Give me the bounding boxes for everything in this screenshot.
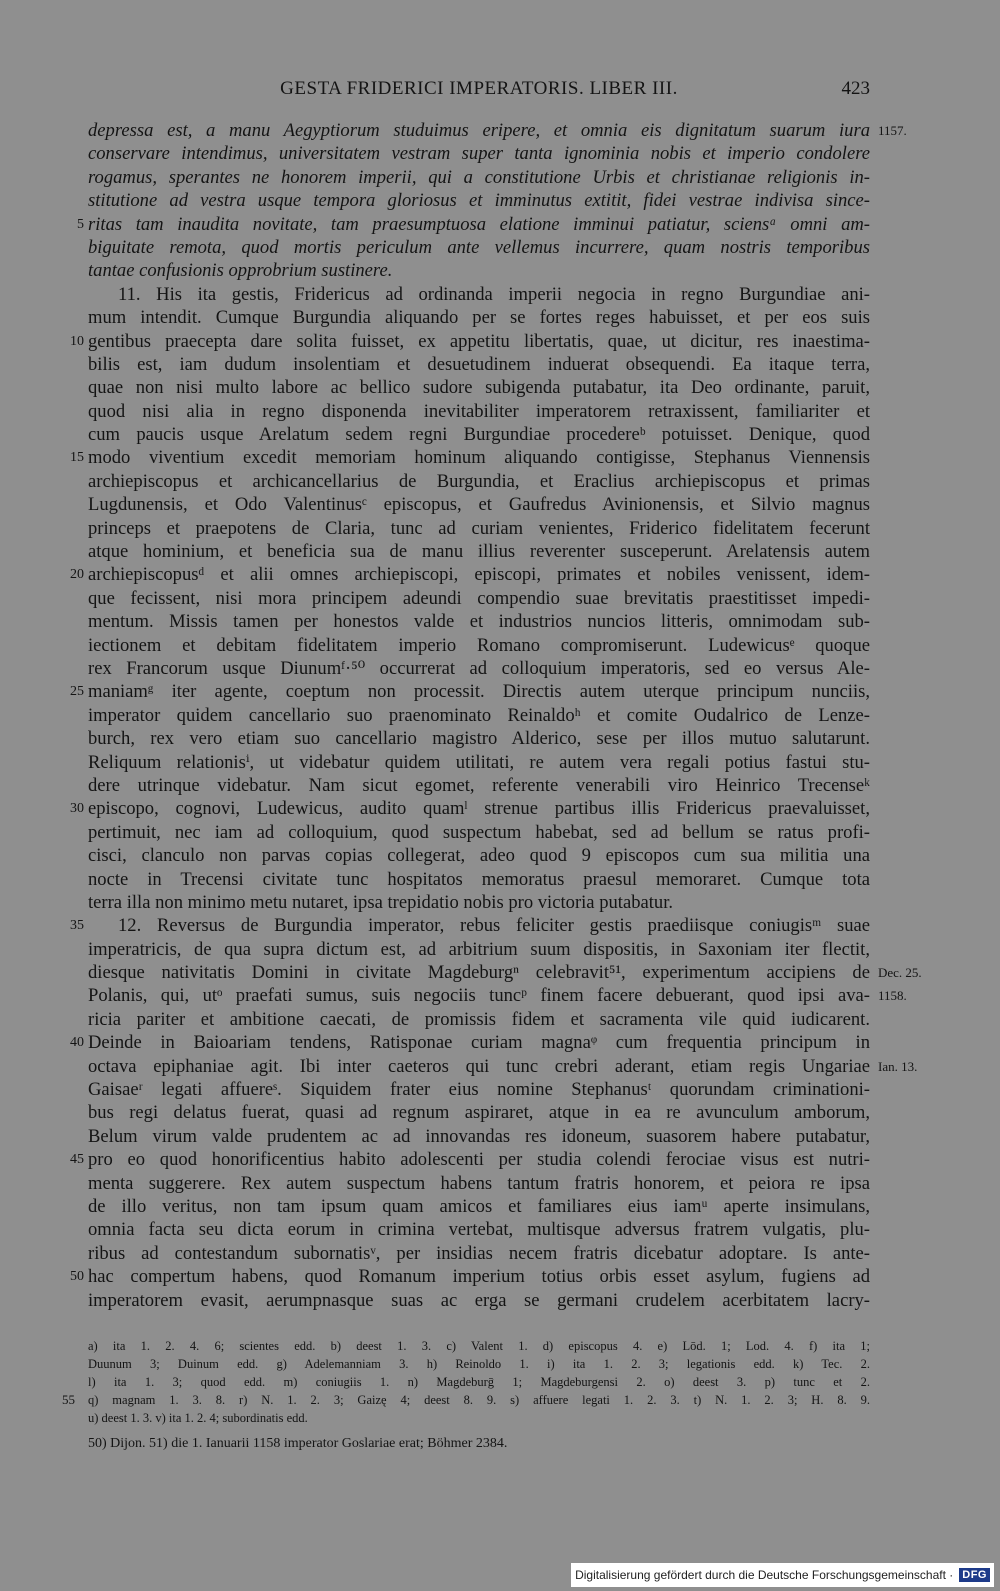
text-line-content: menta suggerere. Rex autem suspectum habens tantum fratris honorem, et peiora re ipsa	[88, 1172, 870, 1194]
line-number: 35	[70, 918, 84, 934]
line-number: 55	[62, 1392, 75, 1407]
text-line-content: octava epiphaniae agit. Ibi inter caeteros qui tunc crebri aderant, etiam regis Ungariae	[88, 1055, 870, 1077]
text-line-content: iectionem et debitam fidelitatem imperio Romano compromiserunt. Ludewicusᵉ quoque	[88, 634, 870, 656]
text-line	[88, 938, 870, 961]
text-line	[88, 259, 870, 282]
text-line-content: imperatricis, de qua supra dictum est, ad arbitrium suum dispositis, in Saxoniam iter flectit,	[88, 938, 870, 960]
text-line	[88, 657, 870, 680]
text-line-content: 11. His ita gestis, Fridericus ad ordinanda imperii negocia in regno Burgundiae ani-	[118, 283, 870, 305]
main-text	[70, 119, 922, 1312]
line-number: 15	[70, 450, 84, 466]
text-line	[88, 1008, 870, 1031]
text-line-content: Lugdunensis, et Odo Valentinusᶜ episcopus, et Gaufredus Avinionensis, et Silvio magnus	[88, 494, 870, 516]
text-line	[88, 774, 870, 797]
text-line-content: mentum. Missis tamen per honestos valde et industrios nuncios litteris, omnimodam sub-	[88, 611, 870, 633]
apparatus-line	[88, 1373, 870, 1391]
text-line-content: gentibus praecepta dare solita fuisset, ex appetitu libertatis, quae, ut dicitur, res inaestima-	[88, 330, 870, 352]
text-line-content: conservare intendimus, universitatem vestram super tanta ignominia nobis et imperio condolere	[88, 143, 870, 165]
line-number: 30	[70, 801, 84, 817]
text-line-content: omnia facta seu dicta eorum in crimina vertebat, multisque adversus fratrem vulgatis, plu-	[88, 1219, 870, 1241]
text-line	[88, 470, 870, 493]
text-line	[88, 1195, 870, 1218]
apparatus-line-content: a) ita 1. 2. 4. 6; scientes edd. b) deest 1. 3. c) Valent 1. d) episcopus 4. e) Lōd. 1; Lod. 4. f) ita 1;	[88, 1339, 870, 1353]
text-line	[88, 376, 870, 399]
text-line	[70, 446, 870, 469]
text-line-content: hac compertum habens, quod Romanum imperium totius orbis esset asylum, fugiens ad	[88, 1266, 870, 1288]
apparatus-line-content: q) magnam 1. 3. 8. r) N. 1. 2. 3; Gaizę 4; deest 8. 9. s) affuere legati 1. 2. 3. t) N. 1. 2. 3; H. 8. 9.	[88, 1393, 870, 1407]
text-line	[88, 1125, 870, 1148]
text-line	[88, 1172, 870, 1195]
text-line	[88, 984, 907, 1007]
text-line-content: stitutione ad vestra usque tempora gloriosus et imminutus extitit, fidei vestrae indivisa since-	[88, 190, 870, 212]
text-line	[88, 142, 870, 165]
text-line	[88, 704, 870, 727]
text-line	[70, 1265, 870, 1288]
text-line-content: de illo veritus, non tam ipsum quam amicos et familiares eius iamᵘ aperte insimulans,	[88, 1195, 870, 1217]
text-line-content: archiepiscopusᵈ et alii omnes archiepiscopi, episcopi, primates et nobiles venissent, idem-	[88, 564, 870, 586]
text-line	[77, 213, 870, 236]
text-line-content: Polanis, qui, utᵒ praefati sumus, suis negociis tuncᵖ finem facere debuerant, quod ipsi ava-	[88, 985, 870, 1007]
line-number: 10	[70, 333, 84, 349]
text-line	[70, 330, 870, 353]
text-line	[88, 727, 870, 750]
text-line-content: Deinde in Baioariam tendens, Ratisponae curiam magnaᵠ cum frequentia principum in	[88, 1032, 870, 1054]
text-line	[88, 1289, 870, 1312]
text-line	[88, 517, 870, 540]
text-line-content: cum paucis usque Arelatum sedem regni Burgundiae procedereᵇ potuisset. Denique, quod	[88, 424, 870, 446]
text-line-content: atque hominium, et beneficia sua de manu illius reverenter susceperunt. Arelatensis autem	[88, 541, 870, 563]
apparatus-line-content: u) deest 1. 3. v) ita 1. 2. 4; subordinatis edd.	[88, 1411, 308, 1425]
credit-text: Digitalisierung gefördert durch die Deutsche Forschungsgemeinschaft ·	[575, 1568, 954, 1582]
text-line-content: diesque nativitatis Domini in civitate Magdeburgⁿ celebravit⁵¹, experimentum accipiens de	[88, 962, 870, 984]
apparatus-line	[88, 1409, 870, 1427]
text-line-content: imperator quidem cancellario suo praenominato Reinaldoʰ et comite Oudalrico de Lenze-	[88, 704, 870, 726]
text-line	[88, 610, 870, 633]
text-line-content: imperatorem evasit, aerumpnasque suas ac erga se germani crudelem acerbitatem lacry-	[88, 1289, 870, 1311]
margin-date-note: 1158.	[878, 988, 907, 1004]
text-line	[88, 283, 870, 306]
text-line	[88, 1055, 918, 1078]
text-line-content: bus regi delatus fuerat, quasi ad regnum aspiraret, atque in ea re avunculum amborum,	[88, 1102, 870, 1124]
apparatus-line	[88, 1355, 870, 1373]
text-line-content: pertimuit, nec iam ad colloquium, quod suspectum habebat, sed ad bellum se ratus profi-	[88, 821, 870, 843]
text-line	[88, 587, 870, 610]
text-line-content: quae non nisi multo labore ac bellico sudore subigenda putabatur, ita Deo ordinante, paruit,	[88, 377, 870, 399]
text-line-content: pro eo quod honorificentius habito adolescenti per studia colendi ferociae visus est nutri-	[88, 1149, 870, 1171]
text-line	[88, 1078, 870, 1101]
text-line-content: ritas tam inaudita novitate, tam praesumptuosa elatione imminui patiatur, sciensᵃ omni am-	[88, 213, 870, 235]
dfg-logo: DFG	[959, 1568, 990, 1582]
text-line	[88, 961, 922, 984]
text-line-content: depressa est, a manu Aegyptiorum studuimus eripere, et omnia eis dignitatum suarum iura	[88, 120, 870, 141]
text-line	[88, 634, 870, 657]
margin-date-note: 1157.	[878, 123, 907, 138]
text-line-content: cisci, clanculo non parvas copias collegerat, adeo quod 9 episcopos cum sua militia una	[88, 845, 870, 867]
text-line	[88, 493, 870, 516]
text-line	[88, 306, 870, 329]
text-line-content: Belum virum valde prudentem ac ad innovandas res idoneum, suasorem habere putabatur,	[88, 1125, 870, 1147]
text-line	[88, 353, 870, 376]
text-line-content: nocte in Trecensi civitate tunc hospitatos memoratus praesul memoraret. Cumque tota	[88, 868, 870, 890]
text-line-content: 12. Reversus de Burgundia imperator, rebus feliciter gestis praediisque coniugisᵐ suae	[118, 915, 870, 937]
margin-date-note: Ian. 13.	[878, 1058, 918, 1074]
line-number: 20	[70, 567, 84, 583]
text-line	[88, 1218, 870, 1241]
text-line	[88, 1101, 870, 1124]
text-line-content: ricia pariter et ambitione caecati, de promissis fidem et sacramenta vile quid iudicarent.	[88, 1008, 870, 1030]
text-line	[88, 868, 870, 891]
apparatus-line-content: Duunum 3; Duinum edd. g) Adelemanniam 3. h) Reinoldo 1. i) ita 1. 2. 3; legationis edd. k) Tec. 2.	[88, 1357, 870, 1371]
text-line	[88, 119, 907, 142]
text-line-content: archiepiscopus et archicancellarius de Burgundia, et Eraclius archiepiscopus et primas	[88, 470, 870, 492]
text-line	[88, 166, 870, 189]
text-line-content: quod nisi alia in regno disponenda inevitabiliter imperatorem retraxissent, familiariter et	[88, 400, 870, 422]
digitization-credit	[571, 1563, 994, 1587]
text-line	[88, 540, 870, 563]
line-number: 25	[70, 684, 84, 700]
text-line-content: Gaisaeʳ legati affuereˢ. Siquidem frater eius nomine Stephanusᵗ quorundam criminationi-	[88, 1079, 870, 1101]
page-header	[88, 78, 870, 108]
historical-notes: 50) Dijon. 51) die 1. Ianuarii 1158 imperator Goslariae erat; Böhmer 2384.	[88, 1436, 508, 1451]
text-line	[88, 400, 870, 423]
text-line-content: bilis est, iam dudum insolentiam et desuetudinem induerat obsequendi. Ea itaque terra,	[88, 353, 870, 375]
margin-date-note: Dec. 25.	[878, 965, 922, 981]
text-line-content: tantae confusionis opprobrium sustinere.	[88, 260, 393, 282]
apparatus-line	[88, 1337, 870, 1355]
text-line-content: princeps et praepotens de Claria, tunc ad curiam venientes, Friderico fidelitatem fecerunt	[88, 517, 870, 539]
apparatus-line-content: l) ita 1. 3; quod edd. m) coniugiis 1. n) Magdeburḡ 1; Magdeburgensi 2. o) deest 3. p) tunc et 2.	[88, 1375, 870, 1389]
text-line	[88, 1242, 870, 1265]
text-line-content: burch, rex vero etiam suo cancellario magistro Alderico, sese per illos mutuo salutarunt.	[88, 728, 870, 750]
critical-apparatus	[62, 1337, 870, 1427]
text-line-content: Reliquum relationisⁱ, ut videbatur quidem utilitati, re autem vera regali potius fastui stu-	[88, 751, 870, 773]
text-line	[70, 680, 870, 703]
text-line-content: maniamᵍ iter agente, coeptum non processit. Directis autem uterque principum nunciis,	[88, 681, 870, 703]
text-line-content: biguitate remota, quod mortis periculum ante vellemus incurrere, quam nostris temporibus	[88, 236, 870, 258]
text-line-content: terra illa non minimo metu nutaret, ipsa trepidatio nobis pro victoria putabatur.	[88, 891, 674, 913]
text-line	[70, 1031, 870, 1054]
text-line-content: modo viventium excedit memoriam hominum aliquando contigisse, Stephanus Viennensis	[88, 447, 870, 469]
text-line	[70, 563, 870, 586]
text-line-content: episcopo, cognovi, Ludewicus, audito quamˡ strenue partibus illis Fridericus praevaluisset,	[88, 798, 870, 820]
text-line-content: dere utrinque videbatur. Nam sicut egomet, referente venerabili viro Heinrico Trecenseᵏ	[88, 774, 870, 796]
page-number: 423	[841, 78, 870, 99]
line-number: 40	[70, 1035, 84, 1051]
line-number: 50	[70, 1269, 84, 1285]
text-line	[88, 236, 870, 259]
text-line-content: rogamus, sperantes ne honorem imperii, qui a constitutione Urbis et christianae religionis in-	[88, 166, 870, 188]
text-line	[88, 891, 870, 914]
text-line	[88, 189, 870, 212]
text-line-content: rex Francorum usque Diunumᶠ·⁵⁰ occurrerat ad colloquium imperatoris, sed eo versus Ale-	[88, 657, 870, 679]
text-line	[70, 914, 870, 937]
line-number: 45	[70, 1152, 84, 1168]
text-line	[88, 423, 870, 446]
text-line	[88, 844, 870, 867]
text-line	[70, 1148, 870, 1171]
text-line-content: ribus ad contestandum subornatisᵛ, per insidias necem fratris dicebatur adoptare. Is ante-	[88, 1242, 870, 1264]
text-line-content: que fecissent, nisi mora principem adeundi compendio suae brevitatis praestitisset impedi-	[88, 587, 870, 609]
running-title: GESTA FRIDERICI IMPERATORIS. LIBER III.	[280, 78, 678, 99]
text-line	[70, 797, 870, 820]
text-line	[88, 821, 870, 844]
line-number: 5	[77, 216, 84, 232]
apparatus-line	[62, 1391, 870, 1409]
text-line	[88, 751, 870, 774]
text-line-content: mum intendit. Cumque Burgundia aliquando per se fortes reges habuisset, et per eos suis	[88, 307, 870, 329]
